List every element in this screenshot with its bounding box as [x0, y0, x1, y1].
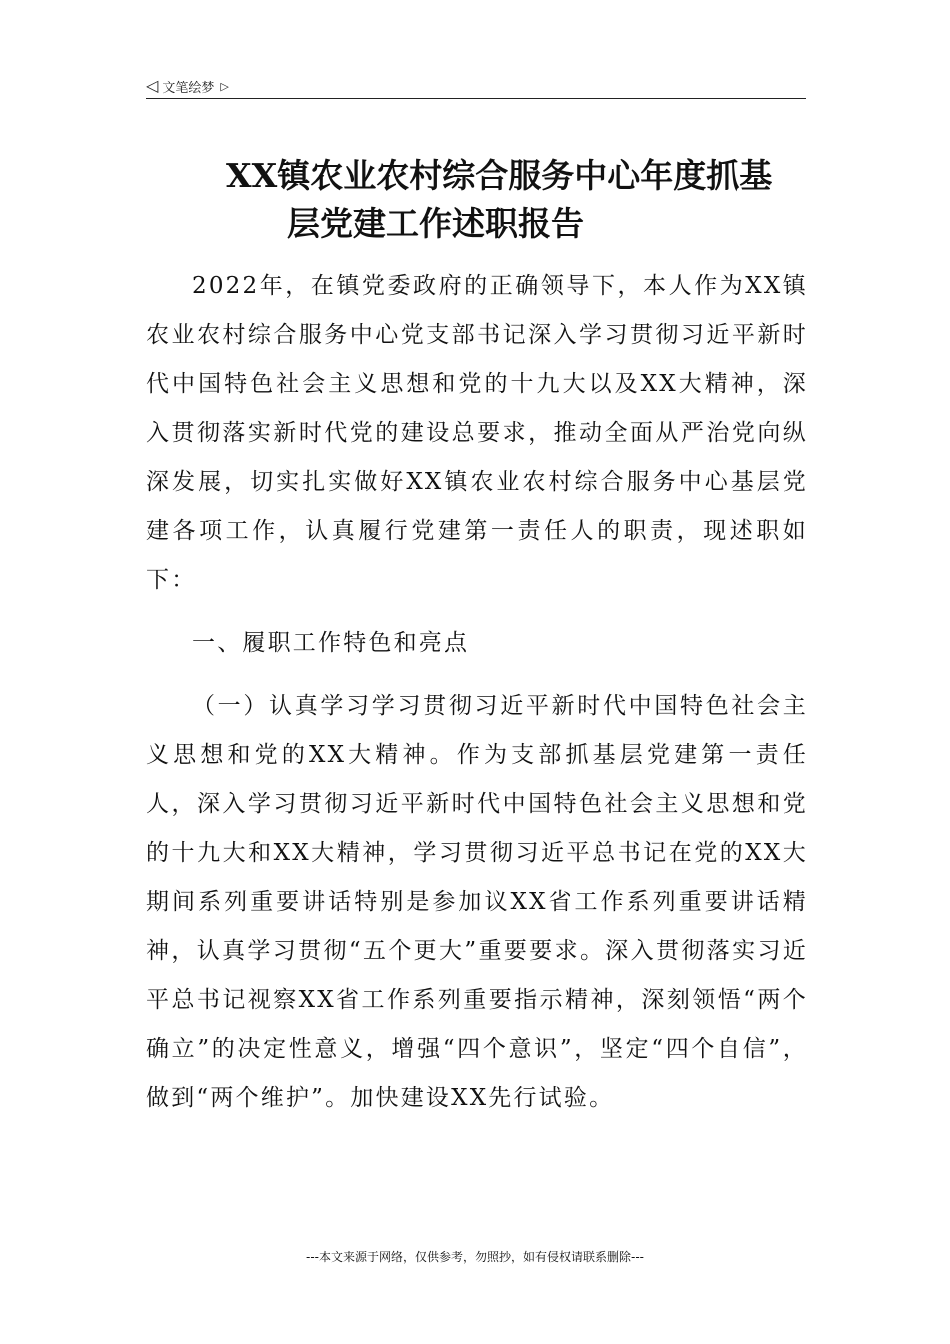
title-line-1: XX镇农业农村综合服务中心年度抓基 [226, 156, 773, 195]
document-body [146, 262, 808, 1123]
triangle-right-icon: ▷ [220, 79, 229, 93]
section-heading: 一、履职工作特色和亮点 [192, 630, 470, 656]
page-header [146, 74, 806, 98]
document-title [226, 152, 806, 248]
triangle-left-icon: ◁ [146, 76, 159, 95]
footer-disclaimer: ---本文来源于网络，仅供参考，勿照抄，如有侵权请联系删除--- [306, 1250, 644, 1264]
section-paragraph: （一）认真学习学习贯彻习近平新时代中国特色社会主义思想和党的XX大精神。作为支部抓基层党建第一责任人，深入学习贯彻习近平新时代中国特色社会主义思想和党的十九大和XX大精神，学习贯彻习近平总书记在党的XX大期间系列重要讲话特别是参加议XX省工作系列重要讲话精神，认真学习贯彻“五个更大”重要要求。深入贯彻落实习近平总书记视察XX省工作系列重要指示精神，深刻领悟“两个确立”的决定性意义，增强“四个意识”，坚定“四个自信”，做到“两个维护”。加快建设XX先行试验。 [146, 693, 808, 1111]
header-brand: 文笔绘梦 [162, 80, 215, 96]
title-line-2: 层党建工作述职报告 [287, 204, 584, 243]
header-divider [146, 98, 806, 99]
intro-paragraph: 2022年，在镇党委政府的正确领导下，本人作为XX镇农业农村综合服务中心党支部书记深入学习贯彻习近平新时代中国特色社会主义思想和党的十九大以及XX大精神，深入贯彻落实新时代党的建设总要求，推动全面从严治党向纵深发展，切实扎实做好XX镇农业农村综合服务中心基层党建各项工作，认真履行党建第一责任人的职责，现述职如下： [146, 273, 808, 593]
